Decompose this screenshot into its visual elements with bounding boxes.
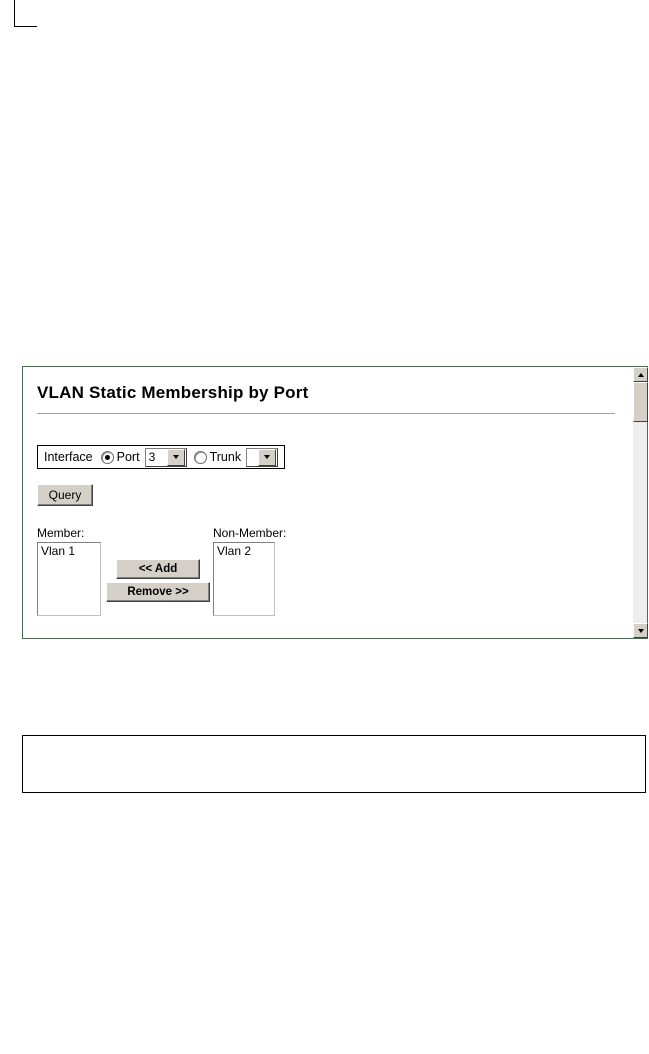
member-listbox[interactable]	[37, 542, 101, 616]
chevron-down-icon[interactable]	[167, 449, 185, 466]
interface-selector-group	[37, 445, 285, 469]
port-radio-label: Port	[116, 450, 140, 464]
chevron-down-icon[interactable]	[258, 449, 276, 466]
vlan-static-membership-panel	[22, 366, 648, 639]
remove-button[interactable]: Remove >>	[106, 582, 210, 602]
scrollbar-thumb[interactable]	[633, 382, 648, 422]
vertical-scrollbar[interactable]	[632, 367, 647, 638]
port-select[interactable]	[145, 448, 187, 467]
footer-note-box	[22, 735, 646, 793]
page-title: VLAN Static Membership by Port	[37, 383, 309, 402]
title-divider	[37, 413, 615, 414]
list-item[interactable]: Vlan 2	[217, 544, 252, 558]
query-button[interactable]: Query	[37, 484, 93, 506]
panel-content	[23, 367, 632, 638]
trunk-radio-label: Trunk	[209, 450, 242, 464]
member-label: Member:	[37, 526, 85, 540]
non-member-label: Non-Member:	[213, 526, 287, 540]
scroll-down-icon[interactable]	[633, 623, 648, 638]
non-member-listbox[interactable]	[213, 542, 275, 616]
trunk-radio[interactable]	[194, 451, 207, 464]
port-radio[interactable]	[101, 451, 114, 464]
port-select-value: 3	[148, 450, 156, 464]
scrollbar-track[interactable]	[633, 382, 647, 623]
scroll-up-icon[interactable]	[633, 367, 648, 382]
add-button[interactable]: << Add	[116, 559, 200, 579]
page-corner-mark	[14, 0, 37, 27]
interface-label: Interface	[44, 450, 93, 464]
trunk-select[interactable]	[246, 448, 278, 467]
list-item[interactable]: Vlan 1	[41, 544, 76, 558]
